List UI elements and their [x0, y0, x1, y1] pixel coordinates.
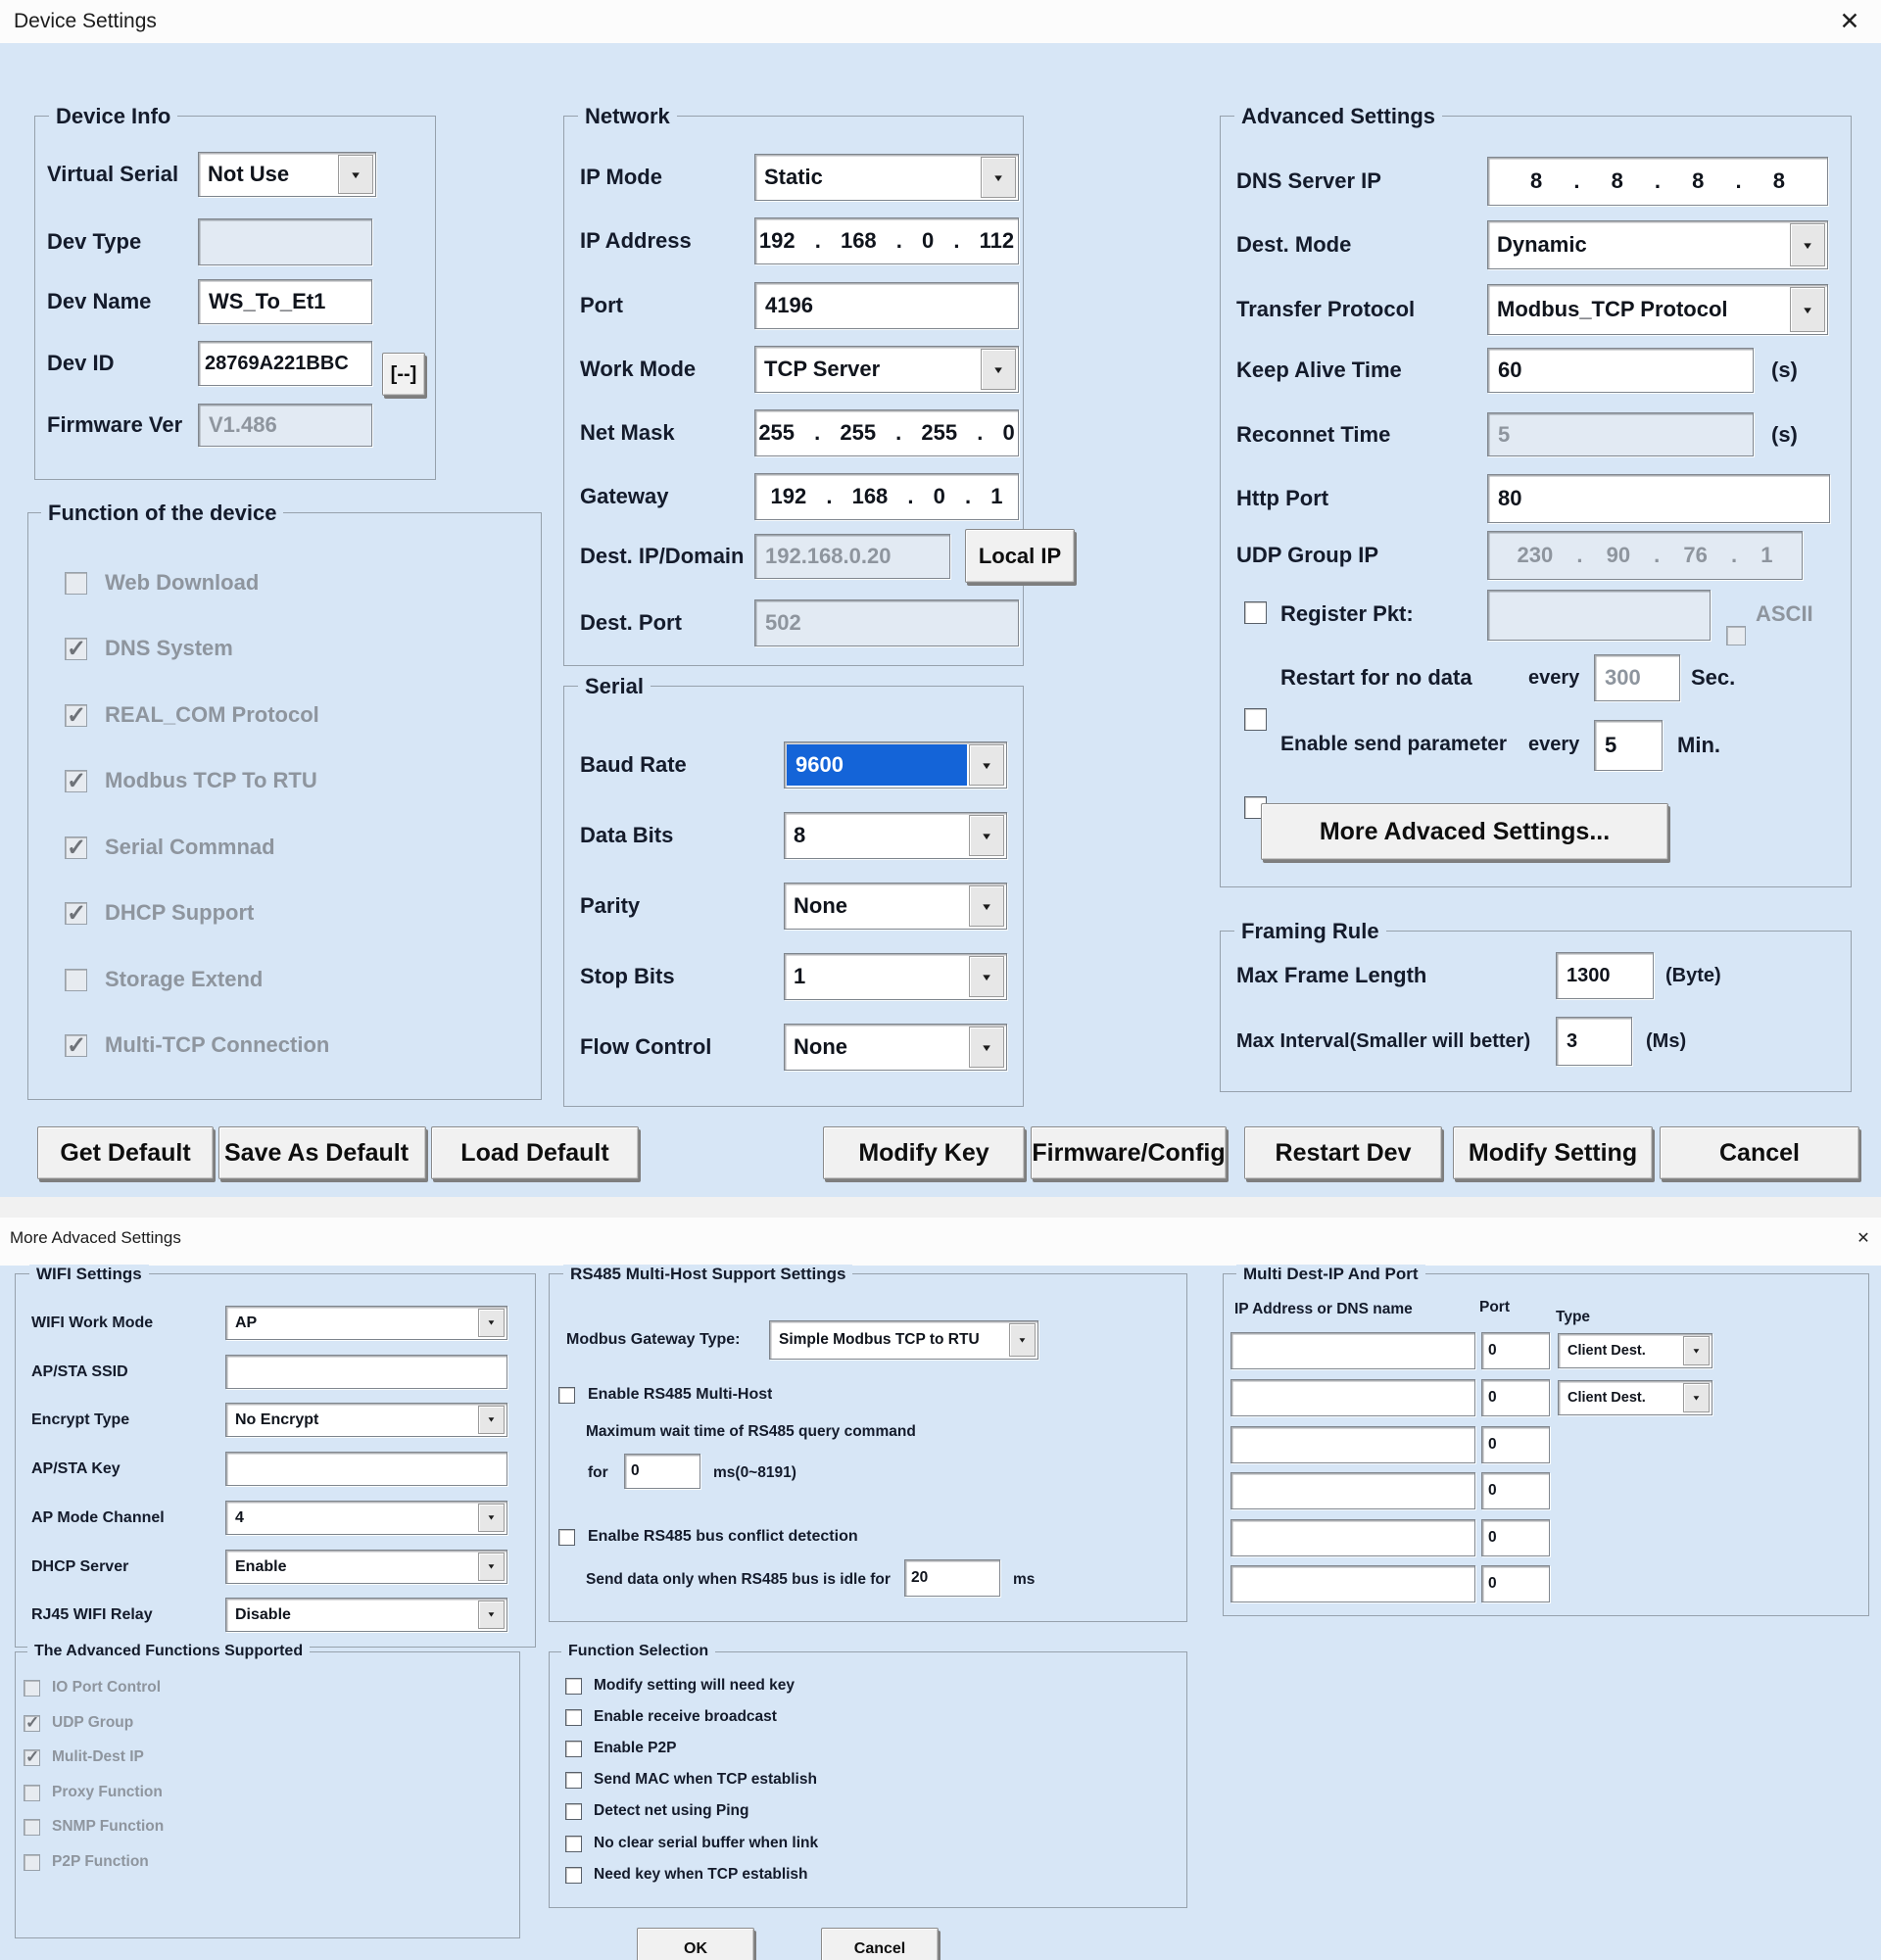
funcsel-no-clear-buffer[interactable] [565, 1835, 818, 1852]
cancel-button[interactable]: Cancel [821, 1928, 939, 1960]
ap-mode-channel-label: AP Mode Channel [31, 1508, 165, 1526]
ap-mode-channel-value: 4 [235, 1508, 244, 1526]
keep-alive-label: Keep Alive Time [1236, 358, 1402, 382]
wifi-work-mode-select[interactable] [225, 1306, 507, 1340]
dhcp-server-select[interactable] [225, 1550, 507, 1584]
transfer-protocol-select[interactable] [1487, 284, 1828, 335]
dest-ip-field: 192.168.0.20 [754, 534, 950, 579]
restart-every-label: every [1528, 666, 1580, 689]
checkbox[interactable] [565, 1709, 582, 1726]
dev-id-expand-button[interactable]: [--] [382, 353, 425, 396]
multi-dest-type-select-1[interactable] [1558, 1333, 1712, 1368]
dialog-gap [0, 1197, 1881, 1218]
restart-no-data-checkbox[interactable] [1244, 708, 1267, 731]
udp-group-ip-field: 230 . 90 . 76 . 1 [1487, 531, 1803, 580]
ok-button[interactable]: OK [637, 1928, 754, 1960]
modify-setting-button[interactable]: Modify Setting [1453, 1126, 1653, 1179]
function-storage-extend [65, 967, 263, 992]
checkbox[interactable] [565, 1836, 582, 1852]
encrypt-type-select[interactable] [225, 1403, 507, 1437]
dest-mode-select[interactable] [1487, 220, 1828, 269]
flow-control-select[interactable] [784, 1024, 1007, 1071]
enable-rs485-multihost-row[interactable] [558, 1386, 772, 1404]
multi-dest-port-field-4[interactable]: 0 [1481, 1472, 1550, 1509]
firmware-config-button[interactable]: Firmware/Config [1031, 1126, 1227, 1179]
http-port-field[interactable]: 80 [1487, 474, 1830, 523]
modify-key-button[interactable]: Modify Key [823, 1126, 1025, 1179]
chevron-down-icon[interactable]: ▼ [478, 1601, 505, 1629]
cancel-button[interactable]: Cancel [1660, 1126, 1859, 1179]
udp-group-ip-label: UDP Group IP [1236, 543, 1379, 567]
chevron-down-icon[interactable]: ▼ [478, 1406, 505, 1434]
function-serial-command [65, 835, 275, 860]
advfunc-proxy-function [24, 1784, 163, 1801]
keep-alive-field[interactable]: 60 [1487, 348, 1754, 393]
dhcp-server-label: DHCP Server [31, 1557, 129, 1575]
checkbox-label: DHCP Support [105, 900, 255, 925]
max-frame-length-unit: (Byte) [1665, 964, 1721, 986]
chevron-down-icon[interactable]: ▼ [969, 744, 1004, 786]
checkbox-label: IO Port Control [52, 1679, 162, 1696]
multi-dest-port-field-1[interactable]: 0 [1481, 1332, 1550, 1369]
chevron-down-icon[interactable]: ▼ [1009, 1323, 1036, 1357]
max-interval-label: Max Interval(Smaller will better) [1236, 1029, 1531, 1052]
net-mask-label: Net Mask [580, 420, 675, 445]
multi-dest-ip-header: IP Address or DNS name [1234, 1301, 1413, 1317]
local-ip-button[interactable]: Local IP [965, 529, 1075, 583]
ap-sta-key-label: AP/STA Key [31, 1459, 121, 1477]
checkbox-label: Multi-TCP Connection [105, 1032, 330, 1057]
multi-dest-ip-field-4[interactable] [1230, 1472, 1475, 1509]
data-bits-label: Data Bits [580, 823, 674, 847]
checkbox-label: REAL_COM Protocol [105, 702, 319, 727]
device-settings-titlebar [0, 0, 1881, 43]
reconnect-time-unit: (s) [1771, 421, 1798, 447]
modbus-gateway-type-label: Modbus Gateway Type: [566, 1331, 741, 1348]
max-interval-field[interactable]: 3 [1556, 1017, 1632, 1066]
chevron-down-icon[interactable]: ▼ [981, 157, 1016, 198]
dev-id-field[interactable]: 28769A221BBC [198, 341, 372, 386]
dest-port-label: Dest. Port [580, 610, 682, 635]
send-parameter-field[interactable]: 5 [1594, 720, 1663, 771]
funcsel-receive-broadcast[interactable] [565, 1708, 777, 1726]
multi-dest-port-field-6[interactable]: 0 [1481, 1565, 1550, 1602]
checkbox [65, 638, 87, 660]
close-icon[interactable]: ✕ [1839, 8, 1860, 35]
funcsel-send-mac[interactable] [565, 1771, 817, 1789]
max-wait-text: Maximum wait time of RS485 query command [586, 1423, 916, 1440]
dev-name-label: Dev Name [47, 289, 152, 313]
gateway-field[interactable]: 192 . 168 . 0 . 1 [754, 473, 1019, 520]
virtual-serial-label: Virtual Serial [47, 162, 179, 186]
ip-address-label: IP Address [580, 228, 692, 253]
checkbox [65, 902, 87, 925]
chevron-down-icon[interactable]: ▼ [478, 1504, 505, 1532]
wifi-work-mode-value: AP [235, 1314, 258, 1331]
restart-dev-button[interactable]: Restart Dev [1244, 1126, 1442, 1179]
checkbox-label: Enalbe RS485 bus conflict detection [588, 1528, 858, 1545]
stop-bits-label: Stop Bits [580, 964, 675, 988]
function-modbus-tcp-to-rtu [65, 768, 317, 793]
chevron-down-icon[interactable]: ▼ [1790, 223, 1825, 266]
chevron-down-icon[interactable]: ▼ [1790, 287, 1825, 332]
dns-server-field[interactable]: 8 . 8 . 8 . 8 [1487, 157, 1828, 206]
dns-server-label: DNS Server IP [1236, 168, 1381, 193]
http-port-label: Http Port [1236, 486, 1329, 510]
group-function-selection-legend: Function Selection [561, 1643, 715, 1660]
gateway-label: Gateway [580, 484, 669, 508]
rj45-wifi-relay-value: Disable [235, 1605, 291, 1623]
firmware-ver-field: V1.486 [198, 404, 372, 447]
port-label: Port [580, 293, 623, 317]
advfunc-io-port-control [24, 1679, 161, 1697]
dest-mode-label: Dest. Mode [1236, 232, 1352, 257]
transfer-protocol-label: Transfer Protocol [1236, 297, 1416, 321]
ap-sta-ssid-label: AP/STA SSID [31, 1362, 128, 1380]
checkbox-label: UDP Group [52, 1714, 134, 1731]
checkbox-label: Enable RS485 Multi-Host [588, 1386, 773, 1403]
function-dns-system [65, 636, 233, 661]
checkbox [24, 1715, 40, 1732]
group-rs485-legend: RS485 Multi-Host Support Settings [563, 1265, 852, 1284]
checkbox-label: DNS System [105, 636, 233, 660]
checkbox[interactable] [565, 1772, 582, 1789]
checkbox-label: Detect net using Ping [594, 1802, 749, 1819]
group-advanced-functions-legend: The Advanced Functions Supported [27, 1643, 310, 1660]
encrypt-type-label: Encrypt Type [31, 1410, 130, 1428]
net-mask-field[interactable]: 255 . 255 . 255 . 0 [754, 409, 1019, 456]
chevron-down-icon[interactable]: ▼ [969, 1027, 1004, 1068]
virtual-serial-select[interactable] [198, 152, 376, 197]
checkbox[interactable] [558, 1529, 575, 1546]
baud-rate-value: 9600 [787, 744, 967, 786]
dev-id-label: Dev ID [47, 351, 115, 375]
parity-select[interactable] [784, 883, 1007, 930]
checkbox [24, 1749, 40, 1766]
reconnect-time-label: Reconnet Time [1236, 421, 1391, 447]
ascii-label: ASCII [1756, 601, 1813, 626]
more-advanced-title: More Advaced Settings [10, 1228, 181, 1247]
flow-control-value: None [794, 1034, 847, 1059]
checkbox-label: Serial Commnad [105, 835, 275, 859]
multi-dest-type-select-2[interactable] [1558, 1380, 1712, 1415]
chevron-down-icon[interactable]: ▼ [969, 815, 1004, 856]
group-device-functions [27, 512, 542, 1100]
checkbox[interactable] [565, 1867, 582, 1884]
transfer-protocol-value: Modbus_TCP Protocol [1497, 297, 1728, 321]
register-pkt-label: Register Pkt: [1280, 601, 1414, 626]
multi-dest-port-field-5[interactable]: 0 [1481, 1519, 1550, 1556]
checkbox-label: Mulit-Dest IP [52, 1748, 144, 1765]
checkbox[interactable] [565, 1678, 582, 1695]
idle-field[interactable]: 20 [904, 1559, 1000, 1597]
function-dhcp-support [65, 900, 254, 926]
multi-dest-type-value-2: Client Dest. [1568, 1390, 1646, 1406]
encrypt-type-value: No Encrypt [235, 1410, 319, 1428]
checkbox-label: Enable receive broadcast [594, 1708, 777, 1725]
rj45-wifi-relay-label: RJ45 WIFI Relay [31, 1605, 153, 1623]
group-device-functions-legend: Function of the device [41, 501, 283, 526]
multi-dest-type-header: Type [1556, 1309, 1591, 1325]
ip-address-field[interactable]: 192 . 168 . 0 . 112 [754, 217, 1019, 264]
ap-mode-channel-select[interactable] [225, 1501, 507, 1535]
function-realcom-protocol [65, 702, 319, 728]
ap-sta-ssid-field[interactable] [225, 1355, 507, 1389]
checkbox-label: Storage Extend [105, 967, 264, 991]
dest-port-field: 502 [754, 599, 1019, 646]
baud-rate-select[interactable] [784, 741, 1007, 789]
dev-name-field[interactable]: WS_To_Et1 [198, 279, 372, 324]
multi-dest-port-field-2[interactable]: 0 [1481, 1379, 1550, 1416]
modbus-gateway-type-select[interactable] [769, 1320, 1038, 1360]
dev-type-field [198, 218, 372, 265]
funcsel-need-key-tcp[interactable] [565, 1866, 808, 1884]
ip-mode-value: Static [764, 165, 823, 189]
data-bits-select[interactable] [784, 812, 1007, 859]
restart-unit-label: Sec. [1691, 665, 1736, 690]
advfunc-multi-dest-ip [24, 1748, 144, 1766]
multi-dest-ip-field-6[interactable] [1230, 1565, 1475, 1602]
work-mode-label: Work Mode [580, 357, 697, 381]
max-wait-field[interactable]: 0 [624, 1454, 700, 1489]
funcsel-detect-ping[interactable] [565, 1802, 748, 1820]
multi-dest-port-field-3[interactable]: 0 [1481, 1426, 1550, 1463]
port-field[interactable]: 4196 [754, 282, 1019, 329]
ip-mode-label: IP Mode [580, 165, 662, 189]
close-icon[interactable]: ✕ [1857, 1230, 1870, 1247]
group-network-legend: Network [578, 104, 677, 129]
send-parameter-unit: Min. [1677, 733, 1720, 757]
checkbox [24, 1680, 40, 1697]
chevron-down-icon[interactable]: ▼ [981, 349, 1016, 390]
max-wait-unit: ms(0~8191) [713, 1464, 796, 1481]
data-bits-value: 8 [794, 823, 806, 847]
more-advanced-settings-button[interactable]: More Advaced Settings... [1261, 803, 1668, 860]
group-serial-legend: Serial [578, 674, 651, 699]
checkbox [65, 969, 87, 991]
virtual-serial-value: Not Use [208, 162, 290, 186]
send-parameter-label: Enable send parameter [1280, 733, 1508, 755]
group-framing-rule-legend: Framing Rule [1234, 919, 1386, 944]
chevron-down-icon[interactable]: ▼ [478, 1553, 505, 1581]
checkbox [24, 1785, 40, 1801]
stop-bits-select[interactable] [784, 953, 1007, 1000]
max-frame-length-label: Max Frame Length [1236, 963, 1427, 987]
multi-dest-ip-field-5[interactable] [1230, 1519, 1475, 1556]
checkbox[interactable] [558, 1387, 575, 1404]
chevron-down-icon[interactable]: ▼ [1683, 1383, 1710, 1412]
dev-type-label: Dev Type [47, 229, 142, 254]
group-device-info-legend: Device Info [49, 104, 177, 129]
checkbox-label: Proxy Function [52, 1784, 163, 1800]
load-default-button[interactable]: Load Default [431, 1126, 639, 1179]
dest-ip-label: Dest. IP/Domain [580, 544, 745, 568]
register-pkt-field [1487, 590, 1711, 641]
checkbox-label: P2P Function [52, 1853, 149, 1870]
rj45-wifi-relay-select[interactable] [225, 1598, 507, 1632]
modbus-gateway-type-value: Simple Modbus TCP to RTU [779, 1331, 980, 1348]
multi-dest-type-value-1: Client Dest. [1568, 1343, 1646, 1359]
group-advanced-settings-legend: Advanced Settings [1234, 104, 1442, 129]
funcsel-enable-p2p[interactable] [565, 1740, 676, 1757]
parity-label: Parity [580, 893, 641, 918]
group-wifi-settings-legend: WIFI Settings [29, 1265, 149, 1284]
group-multi-dest-legend: Multi Dest-IP And Port [1236, 1265, 1425, 1284]
baud-rate-label: Baud Rate [580, 752, 687, 777]
advfunc-udp-group [24, 1714, 133, 1732]
work-mode-select[interactable] [754, 346, 1019, 393]
firmware-ver-label: Firmware Ver [47, 412, 183, 437]
advfunc-p2p-function [24, 1853, 149, 1871]
rs485-conflict-detection-row[interactable] [558, 1528, 858, 1546]
chevron-down-icon[interactable]: ▼ [1683, 1336, 1710, 1365]
work-mode-value: TCP Server [764, 357, 881, 381]
max-interval-unit: (Ms) [1646, 1029, 1687, 1052]
ap-sta-key-field[interactable] [225, 1452, 507, 1486]
checkbox-label: No clear serial buffer when link [594, 1835, 819, 1851]
chevron-down-icon[interactable]: ▼ [478, 1309, 505, 1337]
checkbox-label: Modbus TCP To RTU [105, 768, 317, 792]
checkbox-label: Modify setting will need key [594, 1677, 795, 1694]
idle-unit: ms [1013, 1571, 1036, 1588]
checkbox [65, 704, 87, 727]
checkbox[interactable] [565, 1803, 582, 1820]
save-as-default-button[interactable]: Save As Default [218, 1126, 426, 1179]
function-multi-tcp-connection [65, 1032, 329, 1058]
checkbox [24, 1854, 40, 1871]
checkbox [65, 837, 87, 859]
get-default-button[interactable]: Get Default [37, 1126, 214, 1179]
chevron-down-icon[interactable]: ▼ [338, 155, 373, 194]
checkbox [24, 1819, 40, 1836]
restart-interval-field[interactable]: 300 [1594, 654, 1680, 701]
idle-text: Send data only when RS485 bus is idle for [586, 1571, 891, 1588]
reconnect-time-field: 5 [1487, 412, 1754, 456]
multi-dest-ip-field-3[interactable] [1230, 1426, 1475, 1463]
dest-mode-value: Dynamic [1497, 232, 1587, 257]
ip-mode-select[interactable] [754, 154, 1019, 201]
keep-alive-unit: (s) [1771, 358, 1798, 382]
chevron-down-icon[interactable]: ▼ [969, 885, 1004, 927]
advfunc-snmp-function [24, 1818, 164, 1836]
register-pkt-checkbox[interactable] [1244, 601, 1267, 624]
more-advanced-titlebar [0, 1218, 1881, 1266]
checkbox-label: Need key when TCP establish [594, 1866, 808, 1883]
chevron-down-icon[interactable]: ▼ [969, 956, 1004, 997]
parity-value: None [794, 893, 847, 918]
checkbox-label: Web Download [105, 570, 260, 595]
multi-dest-ip-field-1[interactable] [1230, 1332, 1475, 1369]
checkbox-label: Send MAC when TCP establish [594, 1771, 817, 1788]
checkbox [65, 572, 87, 595]
device-settings-title: Device Settings [14, 10, 157, 32]
ascii-checkbox [1726, 626, 1746, 645]
for-label: for [588, 1464, 608, 1481]
stop-bits-value: 1 [794, 964, 806, 988]
multi-dest-port-header: Port [1479, 1299, 1510, 1315]
max-frame-length-field[interactable]: 1300 [1556, 952, 1654, 999]
funcsel-modify-setting-key[interactable] [565, 1677, 795, 1695]
checkbox[interactable] [565, 1741, 582, 1757]
checkbox [65, 770, 87, 792]
restart-no-data-label: Restart for no data [1280, 665, 1472, 690]
send-parameter-every-label: every [1528, 733, 1580, 755]
dhcp-server-value: Enable [235, 1557, 287, 1575]
checkbox-label: SNMP Function [52, 1818, 165, 1835]
checkbox [65, 1034, 87, 1057]
function-web-download [65, 570, 259, 596]
wifi-work-mode-label: WIFI Work Mode [31, 1314, 154, 1331]
flow-control-label: Flow Control [580, 1034, 712, 1059]
multi-dest-ip-field-2[interactable] [1230, 1379, 1475, 1416]
checkbox-label: Enable P2P [594, 1740, 677, 1756]
